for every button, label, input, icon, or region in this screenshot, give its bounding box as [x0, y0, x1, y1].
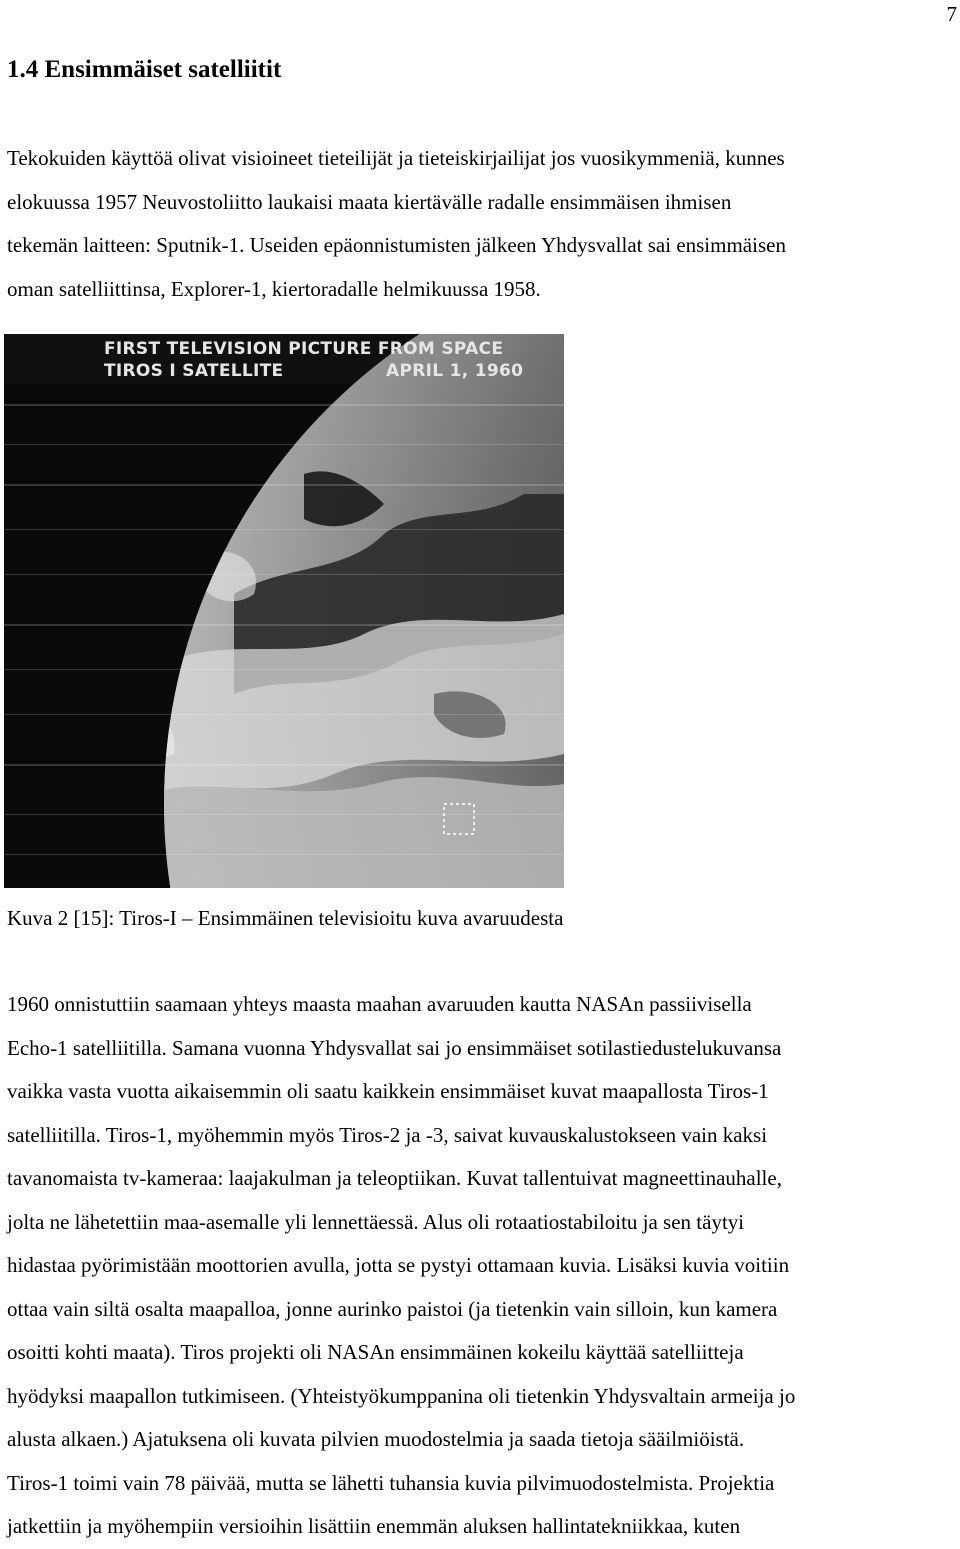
photo-text-line-2-left: TIROS I SATELLITE	[104, 361, 284, 381]
section-title: 1.4 Ensimmäiset satelliitit	[7, 56, 282, 83]
paragraph-line: hidastaa pyörimistään moottorien avulla, jotta se pystyi ottamaan kuvia. Lisäksi kuvia voitiin	[7, 1253, 790, 1277]
paragraph-line: Tiros-1 toimi vain 78 päivää, mutta se lähetti tuhansia kuvia pilvimuodostelmista. Projektia	[7, 1470, 775, 1495]
paragraph-line: osoitti kohti maata). Tiros projekti oli NASAn ensimmäinen kokeilu käyttää satelliitteja	[7, 1340, 744, 1364]
paragraph-tiros	[7, 983, 955, 1549]
paragraph-intro	[7, 137, 955, 311]
paragraph-line: Echo-1 satelliitilla. Samana vuonna Yhdysvallat sai jo ensimmäiset sotilastiedustelukuvansa	[7, 1035, 782, 1060]
paragraph-line: jatkettiin ja myöhempiin versioihin lisättiin enemmän aluksen hallintatekniikkaa, kuten	[7, 1514, 741, 1538]
paragraph-line: oman satelliittinsa, Explorer-1, kiertoradalle helmikuussa 1958.	[7, 276, 541, 301]
tiros-photo-graphic	[4, 334, 564, 888]
paragraph-line: alusta alkaen.) Ajatuksena oli kuvata pilvien muodostelmia ja saada tietoja sääilmiöistä.	[7, 1427, 745, 1451]
photo-text-line-2-right: APRIL 1, 1960	[386, 361, 524, 381]
paragraph-line: tavanomaista tv-kameraa: laajakulman ja teleoptiikan. Kuvat tallentuivat magneettinauhalle,	[7, 1166, 782, 1190]
paragraph-line: tekemän laitteen: Sputnik-1. Useiden epäonnistumisten jälkeen Yhdysvallat sai ensimmäisen	[7, 233, 786, 257]
paragraph-line: satelliitilla. Tiros-1, myöhemmin myös Tiros-2 ja -3, saivat kuvauskalustokseen vain kaksi	[7, 1122, 768, 1147]
paragraph-line: ottaa vain siltä osalta maapalloa, jonne aurinko paistoi (ja tietenkin vain silloin, kun kamera	[7, 1296, 778, 1321]
paragraph-line: 1960 onnistuttiin saamaan yhteys maasta maahan avaruuden kautta NASAn passiivisella	[7, 992, 752, 1016]
tiros-earth-photo	[4, 334, 564, 888]
figure-caption: Kuva 2 [15]: Tiros-I – Ensimmäinen televisioitu kuva avaruudesta	[7, 906, 564, 930]
paragraph-line: elokuussa 1957 Neuvostoliitto laukaisi maata kiertävälle radalle ensimmäisen ihmisen	[7, 189, 732, 214]
paragraph-line: Tekokuiden käyttöä olivat visioineet tieteilijät ja tieteiskirjailijat jos vuosikymmeniä, kunnes	[7, 146, 785, 170]
paragraph-line: hyödyksi maapallon tutkimiseen. (Yhteistyökumppanina oli tietenkin Yhdysvaltain armeija jo	[7, 1383, 796, 1408]
paragraph-line: jolta ne lähetettiin maa-asemalle yli lennettäessä. Alus oli rotaatiostabiloitu ja sen täytyi	[7, 1209, 745, 1234]
paragraph-line: vaikka vasta vuotta aikaisemmin oli saatu kaikkein ensimmäiset kuvat maapallosta Tiros-1	[7, 1079, 769, 1103]
page-number: 7	[946, 2, 957, 26]
photo-text-line-1: FIRST TELEVISION PICTURE FROM SPACE	[104, 339, 504, 359]
